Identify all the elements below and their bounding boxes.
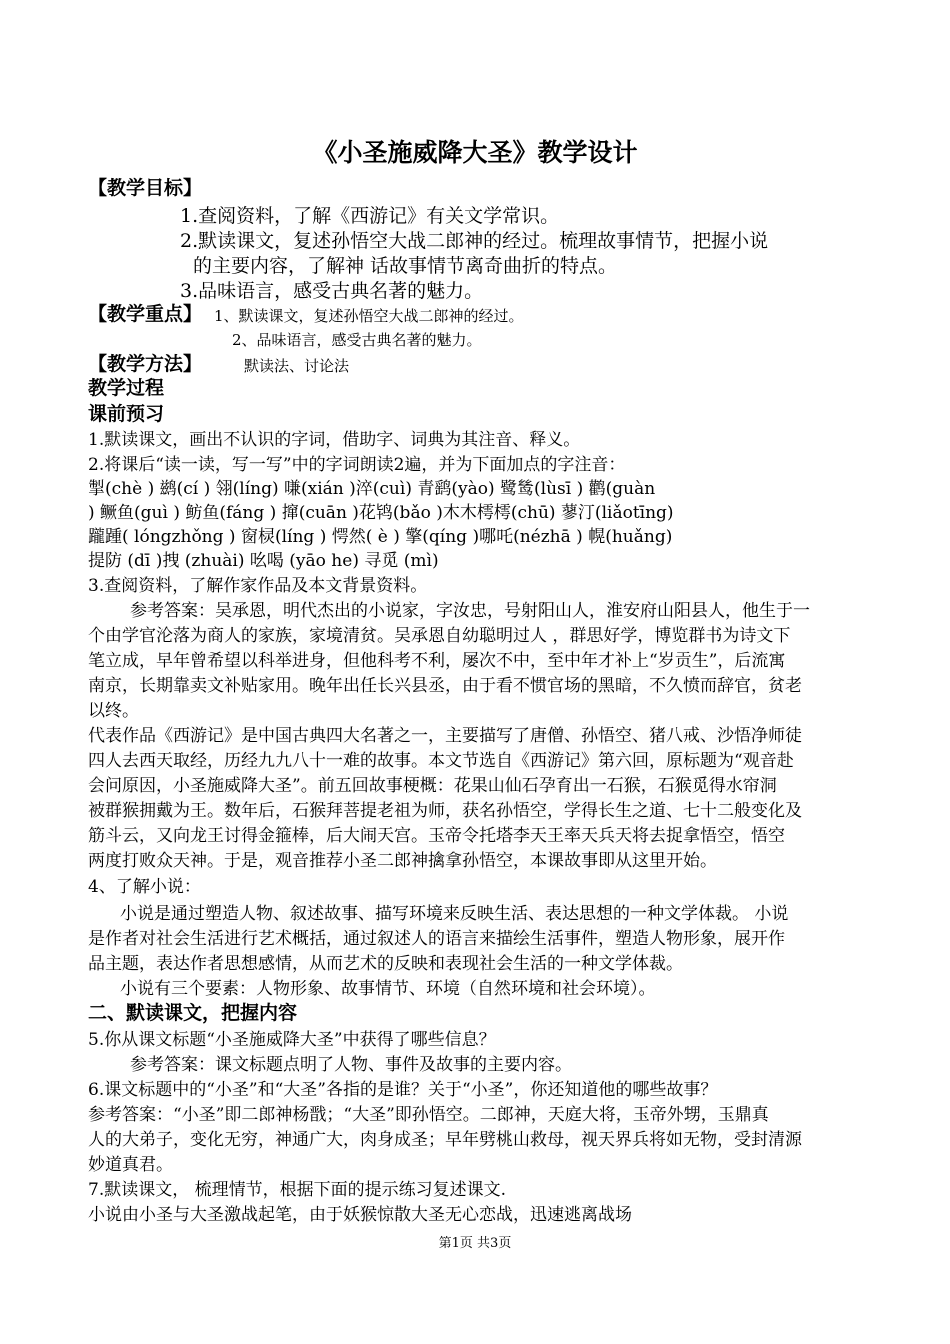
- objective-item: 1.查阅资料，了解《西游记》有关文学常识。: [180, 205, 560, 227]
- pinyin-line: 提防 (dī )拽 (zhuài) 吆喝 (yāo he) 寻觅 (mì): [88, 551, 439, 571]
- objective-item: 的主要内容，了解神 话故事情节离奇曲折的特点。: [193, 255, 618, 277]
- question-7: 7.默读课文， 梳理情节，根据下面的提示练习复述课文.: [88, 1180, 507, 1200]
- plot-summary-line: 小说由小圣与大圣激战起笔，由于妖猴惊散大圣无心恋战，迅速逃离战场: [88, 1205, 632, 1225]
- answer-6-line: 参考答案：“小圣”即二郎神杨戬；“大圣”即孙悟空。二郎神，天庭大将，玉帝外甥，玉鼎真: [88, 1105, 769, 1125]
- author-answer-line: 笔立成，早年曾希望以科举进身，但他科考不利，屡次不中，至中年才补上“岁贡生”，后流寓: [88, 651, 786, 671]
- novel-line: 是作者对社会生活进行艺术概括，通过叙述人的语言来描绘生活事件，塑造人物形象，展开作: [88, 929, 785, 949]
- page-title: 《小圣施威降大圣》教学设计: [312, 138, 638, 167]
- section-2-heading: 二、默读课文，把握内容: [88, 1002, 298, 1024]
- objective-item: 2.默读课文，复述孙悟空大战二郎神的经过。梳理故事情节，把握小说: [180, 230, 769, 252]
- answer-6-line: 妙道真君。: [88, 1155, 173, 1175]
- preview-question-2: 2.将课后“读一读，写一写”中的字词朗读2遍，并为下面加点的字注音：: [88, 455, 626, 475]
- preview-question-1: 1.默读课文，画出不认识的字词，借助字、词典为其注音、释义。: [88, 430, 581, 450]
- preview-heading: 课前预习: [88, 403, 165, 425]
- question-6: 6.课文标题中的“小圣”和“大圣”各指的是谁？关于“小圣”，你还知道他的哪些故事？: [88, 1080, 718, 1100]
- work-intro-line: 会问原因，小圣施威降大圣”。前五回故事梗概：花果山仙石孕育出一石猴，石猴觅得水帘洞: [88, 776, 777, 796]
- author-answer-line: 参考答案：吴承恩，明代杰出的小说家，字汝忠，号射阳山人，淮安府山阳县人，他生于一: [130, 601, 810, 621]
- novel-line: 品主题，表达作者思想感情，从而艺术的反映和表现社会生活的一种文学体裁。: [88, 954, 683, 974]
- key-point-item: 1、默读课文，复述孙悟空大战二郎神的经过。: [214, 307, 524, 325]
- page-footer: 第1页 共3页: [438, 1236, 512, 1251]
- preview-question-4: 4、了解小说：: [88, 877, 201, 897]
- novel-line: 小说是通过塑造人物、叙述故事、描写环境来反映生活、表达思想的一种文学体裁。 小说: [120, 904, 789, 924]
- work-intro-line: 筋斗云，又向龙王讨得金箍棒，后大闹天宫。玉帝令托塔李天王率天兵天将去捉拿悟空，悟空: [88, 826, 785, 846]
- work-intro-line: 被群猴拥戴为王。数年后，石猴拜菩提老祖为师，获名孙悟空，学得长生之道、七十二般变化及: [88, 801, 802, 821]
- preview-question-3: 3.查阅资料，了解作家作品及本文背景资料。: [88, 576, 428, 596]
- question-5: 5.你从课文标题“小圣施威降大圣”中获得了哪些信息？: [88, 1030, 496, 1050]
- author-answer-line: 南京，长期靠卖文补贴家用。晚年出任长兴县丞，由于看不惯官场的黑暗，不久愤而辞官，贫老: [88, 676, 802, 696]
- objectives-heading: 【教学目标】: [88, 177, 203, 199]
- pinyin-line: 掣(chè ) 鹚(cí ) 翎(líng) 嗛(xián )淬(cuì) 青鹞(yào) 鹭鸶(lùsī ) 鹳(guàn: [88, 479, 656, 499]
- methods-text: 默读法、讨论法: [244, 357, 350, 375]
- novel-line: 小说有三个要素：人物形象、故事情节、环境（自然环境和社会环境）。: [120, 979, 656, 999]
- work-intro-line: 四人去西天取经，历经九九八十一难的故事。本文节选自《西游记》第六回，原标题为“观音赴: [88, 751, 794, 771]
- answer-6-line: 人的大弟子，变化无穷，神通广大，肉身成圣；早年劈桃山救母，视天界兵将如无物，受封清源: [88, 1130, 802, 1150]
- objective-item: 3.品味语言，感受古典名著的魅力。: [180, 280, 484, 302]
- answer-5: 参考答案：课文标题点明了人物、事件及故事的主要内容。: [130, 1055, 572, 1075]
- pinyin-line: 躘踵( lóngzhǒng ) 窗棂(líng ) 愕然( è ) 擎(qíng )哪吒(nézhā ) 幌(huǎng): [88, 527, 673, 547]
- work-intro-line: 两度打败众天神。于是，观音推荐小圣二郎神擒拿孙悟空，本课故事即从这里开始。: [88, 851, 717, 871]
- methods-heading: 【教学方法】: [88, 353, 203, 375]
- key-point-item: 2、品味语言，感受古典名著的魅力。: [232, 331, 482, 349]
- author-answer-line: 以终。: [88, 701, 139, 721]
- pinyin-line: ) 鳜鱼(guì ) 鲂鱼(fáng ) 撺(cuān )花鸨(bǎo )木木樗樗(chū) 蓼汀(liǎotīng): [88, 503, 674, 523]
- key-points-heading: 【教学重点】: [88, 303, 203, 325]
- process-heading: 教学过程: [88, 377, 165, 399]
- work-intro-line: 代表作品《西游记》是中国古典四大名著之一，主要描写了唐僧、孙悟空、猪八戒、沙悟净师徒: [88, 726, 802, 746]
- author-answer-line: 个由学官沦落为商人的家族，家境清贫。吴承恩自幼聪明过人 ，群思好学，博览群书为诗文下: [88, 626, 791, 646]
